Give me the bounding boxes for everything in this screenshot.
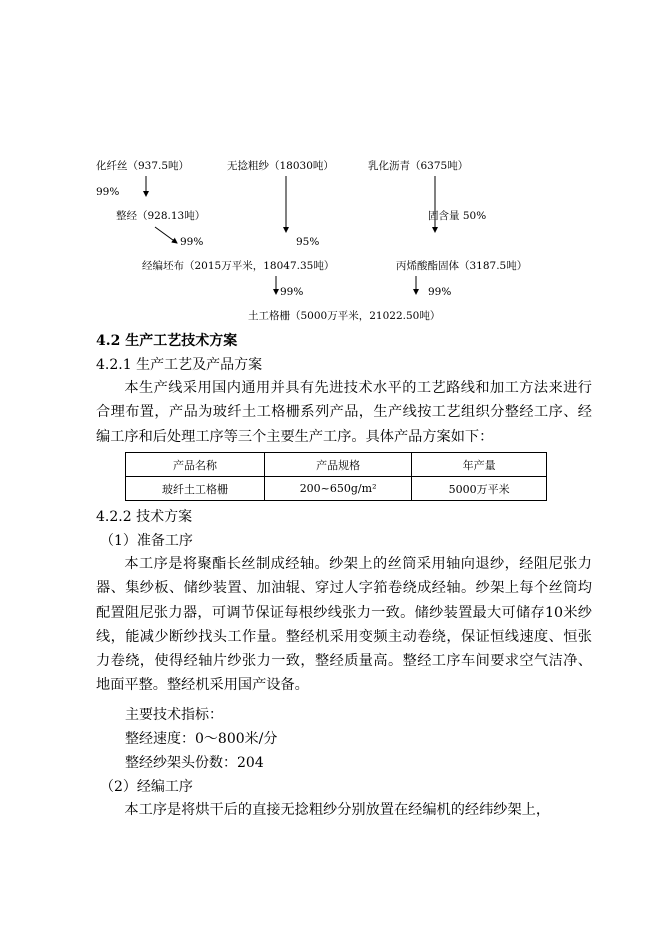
flow-node-fabric: 经编坯布（2015万平米，18047.35吨）: [142, 260, 335, 272]
table-cell: 5000万平米: [412, 477, 547, 501]
table-cell: 玻纤土工格栅: [126, 477, 265, 501]
section-4-2-1-title: 4.2.1 生产工艺及产品方案: [96, 357, 263, 373]
table-header: 产品规格: [264, 453, 411, 477]
arrow-warping-to-fabric: [155, 227, 177, 243]
flow-pct-warp: 99%: [180, 236, 204, 248]
table-header: 年产量: [412, 453, 547, 477]
table-header: 产品名称: [126, 453, 265, 477]
indicator-creel-count: 整经纱架头份数：204: [125, 755, 264, 771]
table-header-row: [126, 453, 547, 477]
section-4-2-2-title: 4.2.2 技术方案: [96, 509, 193, 525]
flow-pct-roving: 95%: [296, 236, 320, 248]
flow-node-acrylic: 丙烯酸酯固体（3187.5吨）: [396, 260, 528, 272]
section-4-2-title: 4.2 生产工艺技术方案: [96, 333, 238, 349]
flow-pct-fiber: 99%: [96, 186, 120, 198]
flow-pct-fabric: 99%: [280, 286, 304, 298]
table-cell: 200~650g/m²: [264, 477, 411, 501]
flow-node-roving: 无捻粗纱（18030吨）: [227, 160, 334, 172]
product-table: [125, 452, 547, 501]
indicators-title: 主要技术指标：: [125, 707, 223, 723]
section-4-2-1-paragraph: 本生产线采用国内通用并具有先进技术水平的工艺路线和加工方法来进行合理布置，产品为玻纤土工格栅系列产品，生产线按工艺组织分整经工序、经编工序和后处理工序等三个主要生产工序。具体产品方案如下：: [96, 380, 592, 445]
flow-node-fiber: 化纤丝（937.5吨）: [96, 160, 190, 172]
flow-node-asphalt: 乳化沥青（6375吨）: [368, 160, 469, 172]
flow-pct-acrylic: 99%: [428, 286, 452, 298]
flow-arrows: [0, 0, 662, 340]
table-row: [126, 477, 547, 501]
flow-node-warping: 整经（928.13吨）: [116, 210, 206, 222]
indicator-speed: 整经速度：0～800米/分: [125, 731, 278, 747]
subsection-2-title: （2）经编工序: [100, 779, 193, 795]
subsection-2-paragraph: 本工序是将烘干后的直接无捻粗纱分别放置在经编机的经纬纱架上，: [124, 802, 551, 818]
subsection-1-paragraph: 本工序是将聚酯长丝制成经轴。纱架上的丝筒采用轴向退纱，经阻尼张力器、集纱板、储纱装置、加油辊、穿过人字筘卷绕成经轴。纱架上每个丝筒均配置阻尼张力器，可调节保证每根纱线张力一致。储纱装置最大可储存10米纱线，能减少断纱找头工作量。整经机采用变频主动卷绕，保证恒线速度、恒张力卷绕，使得经轴片纱张力一致，整经质量高。整经工序车间要求空气洁净、地面平整。整经机采用国产设备。: [96, 556, 592, 694]
flow-solid-content: 固含量 50%: [428, 210, 487, 222]
flow-node-geogrid: 土工格栅（5000万平米，21022.50吨）: [248, 310, 441, 322]
subsection-1-title: （1）准备工序: [100, 533, 193, 549]
